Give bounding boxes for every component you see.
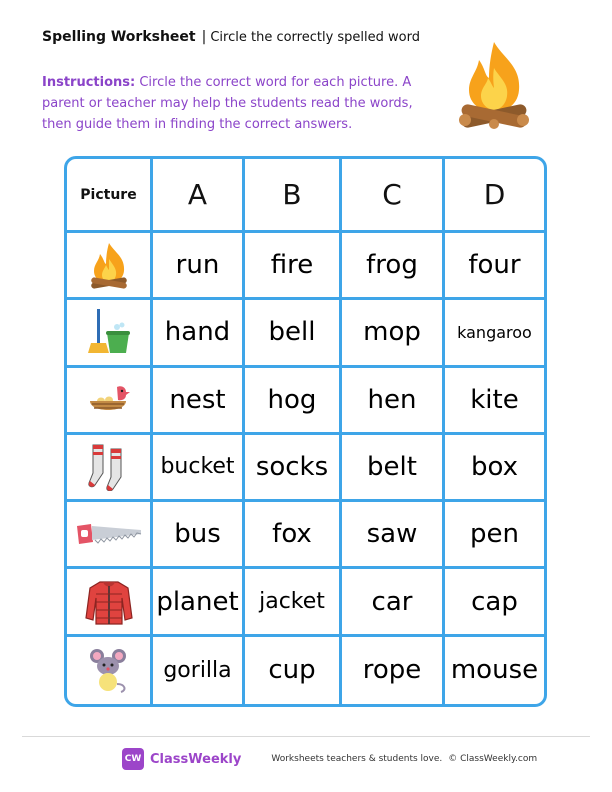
word-option[interactable]: bus xyxy=(153,502,245,569)
word-option[interactable]: planet xyxy=(153,569,245,636)
word-option[interactable]: kangaroo xyxy=(445,300,544,367)
word-option[interactable]: cap xyxy=(445,569,544,636)
column-header-c: C xyxy=(342,159,445,233)
word-option[interactable]: fox xyxy=(245,502,342,569)
word-option[interactable]: jacket xyxy=(245,569,342,636)
column-header-a: A xyxy=(153,159,245,233)
header-separator: | xyxy=(201,29,207,45)
footer-copyright: © ClassWeekly.com xyxy=(448,754,538,764)
word-option[interactable]: nest xyxy=(153,368,245,435)
word-option[interactable]: cup xyxy=(245,637,342,704)
classweekly-logo: CW xyxy=(122,748,144,770)
word-option[interactable]: car xyxy=(342,569,445,636)
saw-icon xyxy=(67,502,153,569)
word-option[interactable]: hand xyxy=(153,300,245,367)
column-header-d: D xyxy=(445,159,544,233)
mouse-icon xyxy=(67,637,153,704)
word-option[interactable]: hog xyxy=(245,368,342,435)
footer-tagline: Worksheets teachers & students love. xyxy=(271,754,443,764)
worksheet-header xyxy=(42,28,420,47)
spelling-table xyxy=(64,156,547,707)
worksheet-title: Spelling Worksheet xyxy=(42,29,196,45)
word-option[interactable]: rope xyxy=(342,637,445,704)
footer-divider xyxy=(22,736,590,737)
mop-bucket-icon xyxy=(67,300,153,367)
word-option[interactable]: run xyxy=(153,233,245,300)
word-option[interactable]: kite xyxy=(445,368,544,435)
instructions xyxy=(42,72,446,135)
instructions-label: Instructions: xyxy=(42,75,136,90)
campfire-icon xyxy=(67,233,153,300)
word-option[interactable]: pen xyxy=(445,502,544,569)
word-option[interactable]: saw xyxy=(342,502,445,569)
word-option[interactable]: four xyxy=(445,233,544,300)
word-option[interactable]: bell xyxy=(245,300,342,367)
word-option[interactable]: belt xyxy=(342,435,445,502)
word-option[interactable]: hen xyxy=(342,368,445,435)
instructions-text: Circle the correct word for each picture. A parent or teacher may help the students read the words, then guide them in finding the correct answers. xyxy=(42,75,413,132)
word-option[interactable]: fire xyxy=(245,233,342,300)
word-option[interactable]: box xyxy=(445,435,544,502)
brand-name: ClassWeekly xyxy=(150,751,242,767)
word-option[interactable]: gorilla xyxy=(153,637,245,704)
footer xyxy=(122,748,537,770)
word-option[interactable]: frog xyxy=(342,233,445,300)
word-option[interactable]: mouse xyxy=(450,655,539,686)
column-header-b: B xyxy=(245,159,342,233)
jacket-icon xyxy=(67,569,153,636)
word-option[interactable]: mop xyxy=(342,300,445,367)
picture-column-header: Picture xyxy=(67,159,153,233)
word-option[interactable]: bucket xyxy=(153,435,245,502)
bird-nest-icon xyxy=(67,368,153,435)
socks-icon xyxy=(67,435,153,502)
campfire-illustration xyxy=(455,38,533,134)
word-option[interactable]: socks xyxy=(245,435,342,502)
worksheet-subtitle: Circle the correctly spelled word xyxy=(210,30,420,45)
